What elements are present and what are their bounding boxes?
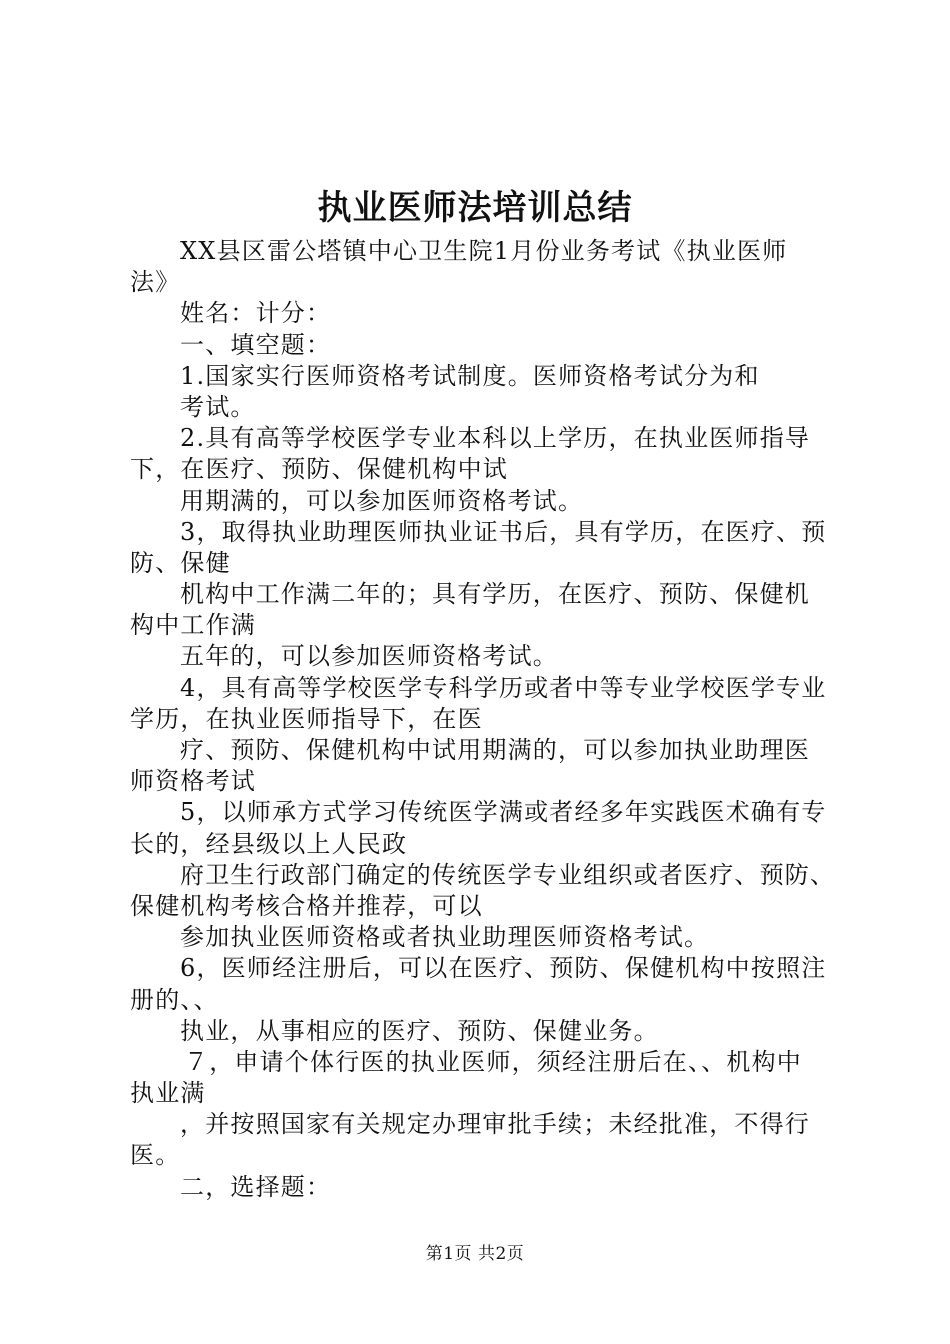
text-line: 医。 xyxy=(130,1141,181,1170)
text-line: ，并按照国家有关规定办理审批手续；未经批准，不得行 xyxy=(180,1110,810,1139)
text-line: 机构中工作满二年的；具有学历，在医疗、预防、保健机 xyxy=(180,580,810,609)
text-line: 考试。 xyxy=(180,392,256,421)
text-line: XX县区雷公塔镇中心卫生院1月份业务考试《执业医师 xyxy=(180,237,788,265)
section-heading: 一、填空题： xyxy=(180,330,332,359)
text-line: 疗、预防、保健机构中试用期满的，可以参加执业助理医 xyxy=(180,736,810,764)
text-line: 保健机构考核合格并推荐，可以 xyxy=(130,891,483,920)
text-line: 防、保健 xyxy=(130,548,231,577)
text-line: 构中工作满 xyxy=(130,611,256,640)
text-line: 长的，经县级以上人民政 xyxy=(130,829,408,858)
text-line: 2.具有高等学校医学专业本科以上学历，在执业医师指导 xyxy=(180,424,811,453)
text-line: 学历，在执业医师指导下，在医 xyxy=(130,704,483,733)
text-line: 姓名：计分： xyxy=(180,299,332,328)
text-line: 法》 xyxy=(130,268,181,297)
page-number: 第1页 共2页 xyxy=(425,1244,525,1264)
section-heading: 二，选择题： xyxy=(180,1172,332,1201)
text-line: ７，申请个体行医的执业医师，须经注册后在、、机构中 xyxy=(184,1047,802,1076)
text-line: 五年的，可以参加医师资格考试。 xyxy=(180,642,558,671)
document-title: 执业医师法培训总结 xyxy=(317,188,633,228)
text-line: 师资格考试 xyxy=(130,767,256,796)
text-line: 参加执业医师资格或者执业助理医师资格考试。 xyxy=(180,923,710,952)
text-line: 3，取得执业助理医师执业证书后，具有学历，在医疗、预 xyxy=(180,517,827,546)
text-line: 府卫生行政部门确定的传统医学专业组织或者医疗、预防、 xyxy=(180,860,836,889)
text-line: 下，在医疗、预防、保健机构中试 xyxy=(130,455,508,484)
text-line: 6，医师经注册后，可以在医疗、预防、保健机构中按照注 xyxy=(180,954,827,983)
text-line: 4，具有高等学校医学专科学历或者中等专业学校医学专业 xyxy=(180,673,827,702)
text-line: 册的、、 xyxy=(130,985,219,1014)
text-line: 执业满 xyxy=(130,1079,206,1108)
text-line: 执业，从事相应的医疗、预防、保健业务。 xyxy=(180,1016,659,1045)
document-body xyxy=(130,236,835,1203)
text-line: 1.国家实行医师资格考试制度。医师资格考试分为和 xyxy=(180,361,760,390)
text-line: 5，以师承方式学习传统医学满或者经多年实践医术确有专 xyxy=(180,798,827,827)
text-line: 用期满的，可以参加医师资格考试。 xyxy=(180,486,584,515)
